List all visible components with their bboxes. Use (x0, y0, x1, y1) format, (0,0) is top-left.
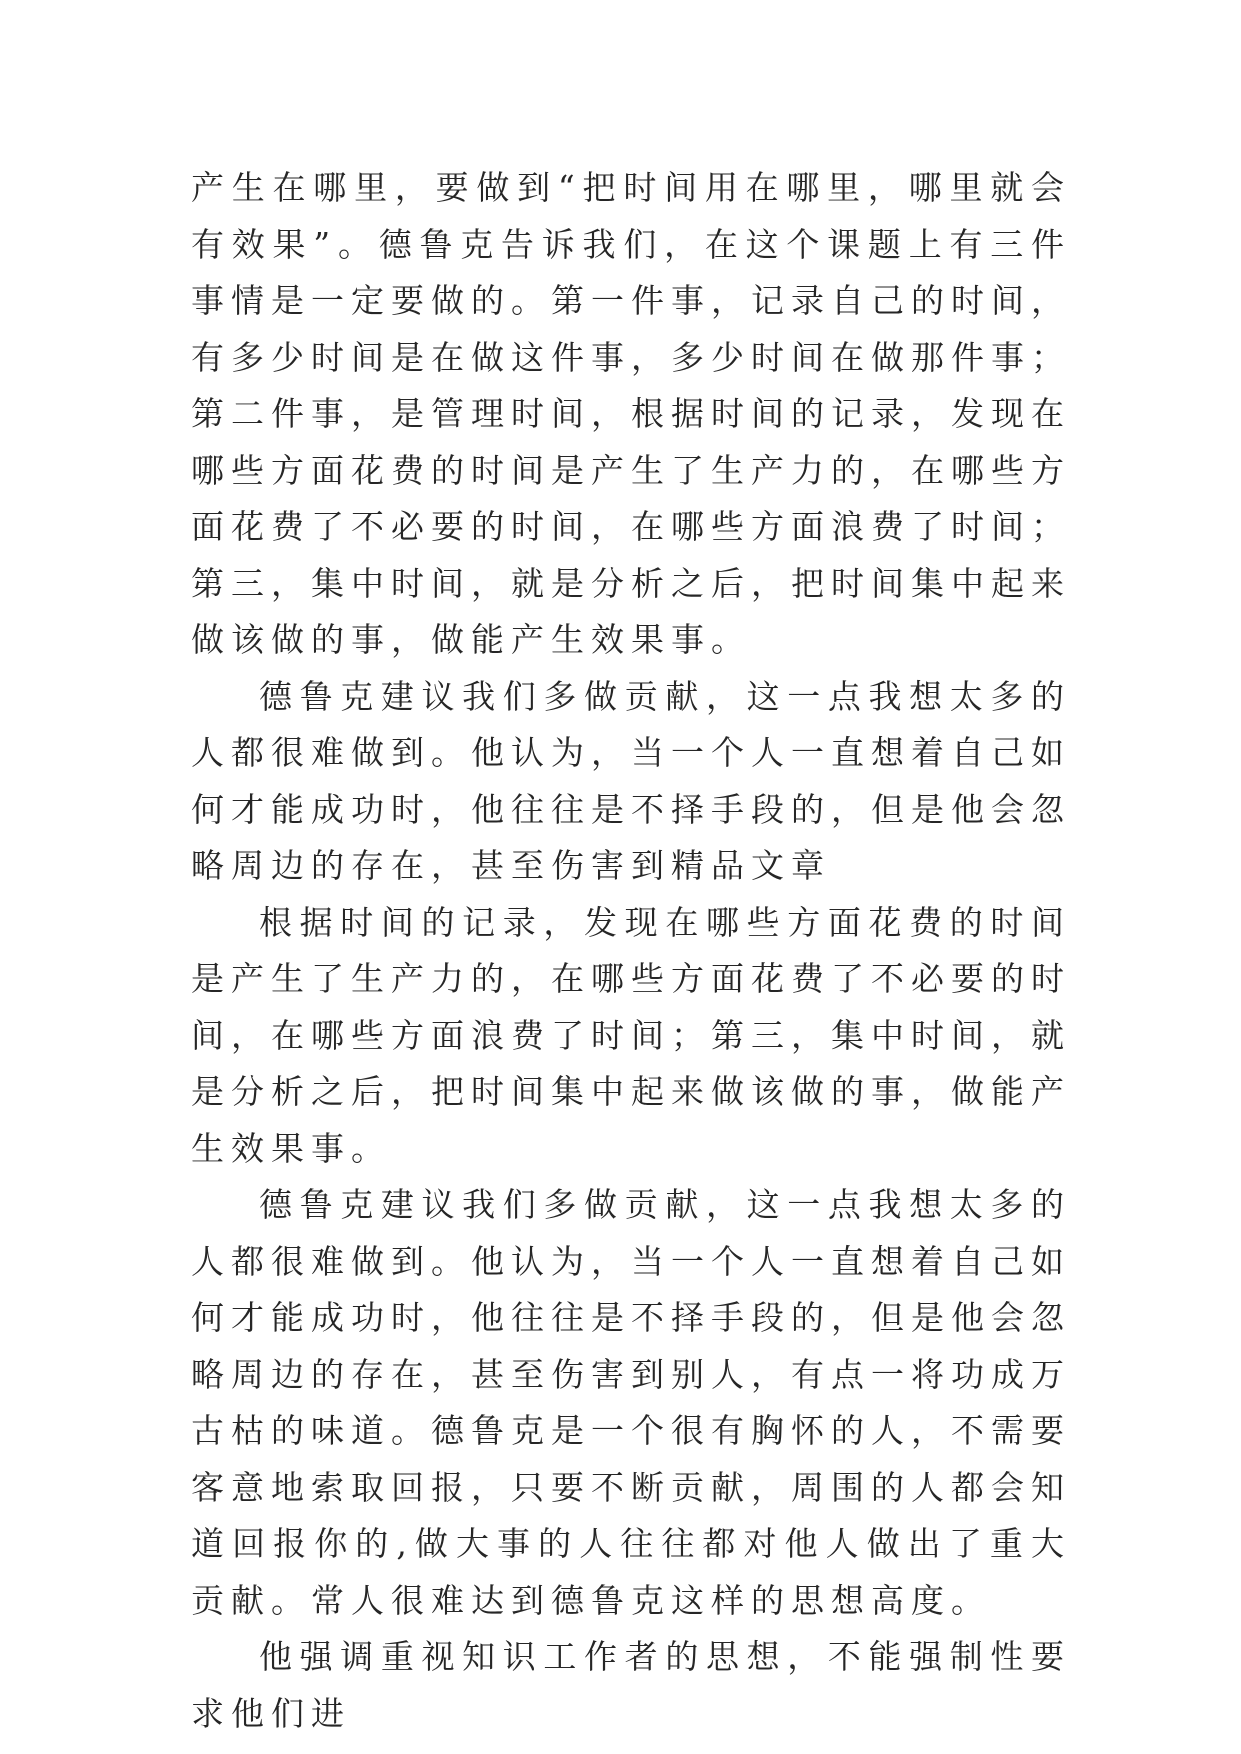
paragraph-3: 根据时间的记录，发现在哪些方面花费的时间是产生了生产力的，在哪些方面花费了不必要的时间，在哪些方面浪费了时间；第三，集中时间，就是分析之后，把时间集中起来做该做的事，做能产生效果事。 (191, 902, 1071, 1168)
paragraph-1: 产生在哪里，要做到“把时间用在哪里，哪里就会有效果”。德鲁克告诉我们，在这个课题上有三件事情是一定要做的。第一件事，记录自己的时间，有多少时间是在做这件事，多少时间在做那件事；第二件事，是管理时间，根据时间的记录，发现在哪些方面花费的时间是产生了生产力的，在哪些方面花费了不必要的时间，在哪些方面浪费了时间；第三，集中时间，就是分析之后，把时间集中起来做该做的事，做能产生效果事。 (191, 168, 1071, 659)
paragraph-5: 他强调重视知识工作者的思想，不能强制性要求他们进 (191, 1637, 1071, 1733)
document-body (191, 160, 1071, 1742)
paragraph-4: 德鲁克建议我们多做贡献，这一点我想太多的人都很难做到。他认为，当一个人一直想着自己如何才能成功时，他往往是不择手段的，但是他会忽略周边的存在，甚至伤害到别人，有点一将功成万古枯的味道。德鲁克是一个很有胸怀的人，不需要客意地索取回报，只要不断贡献，周围的人都会知道回报你的,做大事的人往往都对他人做出了重大贡献。常人很难达到德鲁克这样的思想高度。 (191, 1185, 1071, 1620)
paragraph-2: 德鲁克建议我们多做贡献，这一点我想太多的人都很难做到。他认为，当一个人一直想着自己如何才能成功时，他往往是不择手段的，但是他会忽略周边的存在，甚至伤害到精品文章 (191, 676, 1071, 885)
